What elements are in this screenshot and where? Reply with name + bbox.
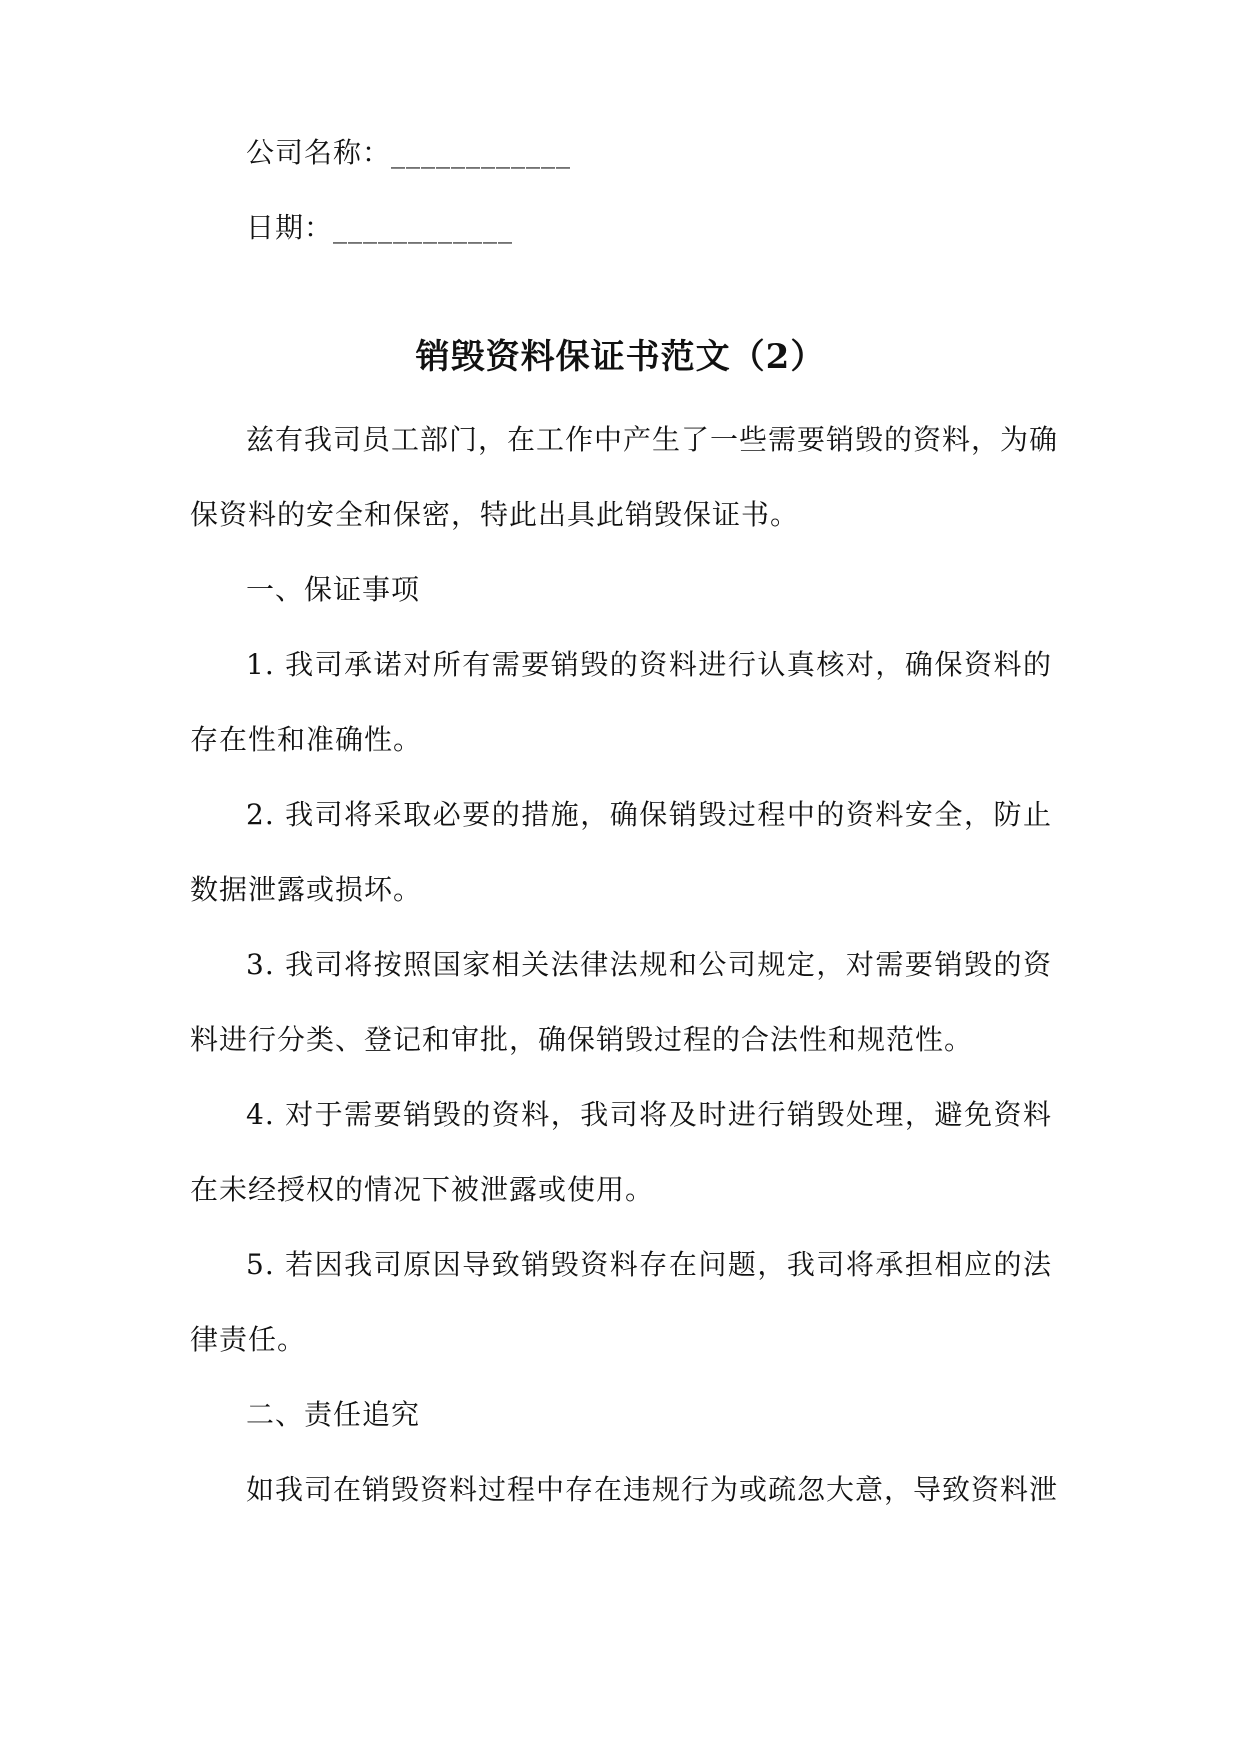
date-line: 日期：____________ — [246, 211, 514, 244]
section1-heading: 一、保证事项 — [246, 573, 421, 606]
document-title: 销毁资料保证书范文（2） — [415, 337, 826, 377]
item-3-line-1: 3. 我司将按照国家相关法律法规和公司规定，对需要销毁的资 — [246, 948, 1052, 981]
section2-heading: 二、责任追究 — [246, 1398, 421, 1431]
item-5-line-1: 5. 若因我司原因导致销毁资料存在问题，我司将承担相应的法 — [246, 1248, 1052, 1281]
item-1-line-2: 存在性和准确性。 — [190, 723, 423, 756]
header-block — [190, 115, 1052, 265]
company-name-line: 公司名称：____________ — [246, 136, 572, 169]
item-5-line-2: 律责任。 — [190, 1323, 307, 1356]
document-body — [190, 402, 1059, 1527]
intro-line-2: 保资料的安全和保密，特此出具此销毁保证书。 — [190, 498, 800, 531]
item-4-line-2: 在未经授权的情况下被泄露或使用。 — [190, 1173, 655, 1206]
intro-line-1: 兹有我司员工部门，在工作中产生了一些需要销毁的资料，为确 — [246, 423, 1059, 456]
item-3-line-2: 料进行分类、登记和审批，确保销毁过程的合法性和规范性。 — [190, 1023, 974, 1056]
item-2-line-2: 数据泄露或损坏。 — [190, 873, 423, 906]
item-4-line-1: 4. 对于需要销毁的资料，我司将及时进行销毁处理，避免资料 — [246, 1098, 1052, 1131]
section2-line-1: 如我司在销毁资料过程中存在违规行为或疏忽大意，导致资料泄 — [246, 1473, 1059, 1506]
item-2-line-1: 2. 我司将采取必要的措施，确保销毁过程中的资料安全，防止 — [246, 798, 1052, 831]
item-1-line-1: 1. 我司承诺对所有需要销毁的资料进行认真核对，确保资料的 — [246, 648, 1052, 681]
